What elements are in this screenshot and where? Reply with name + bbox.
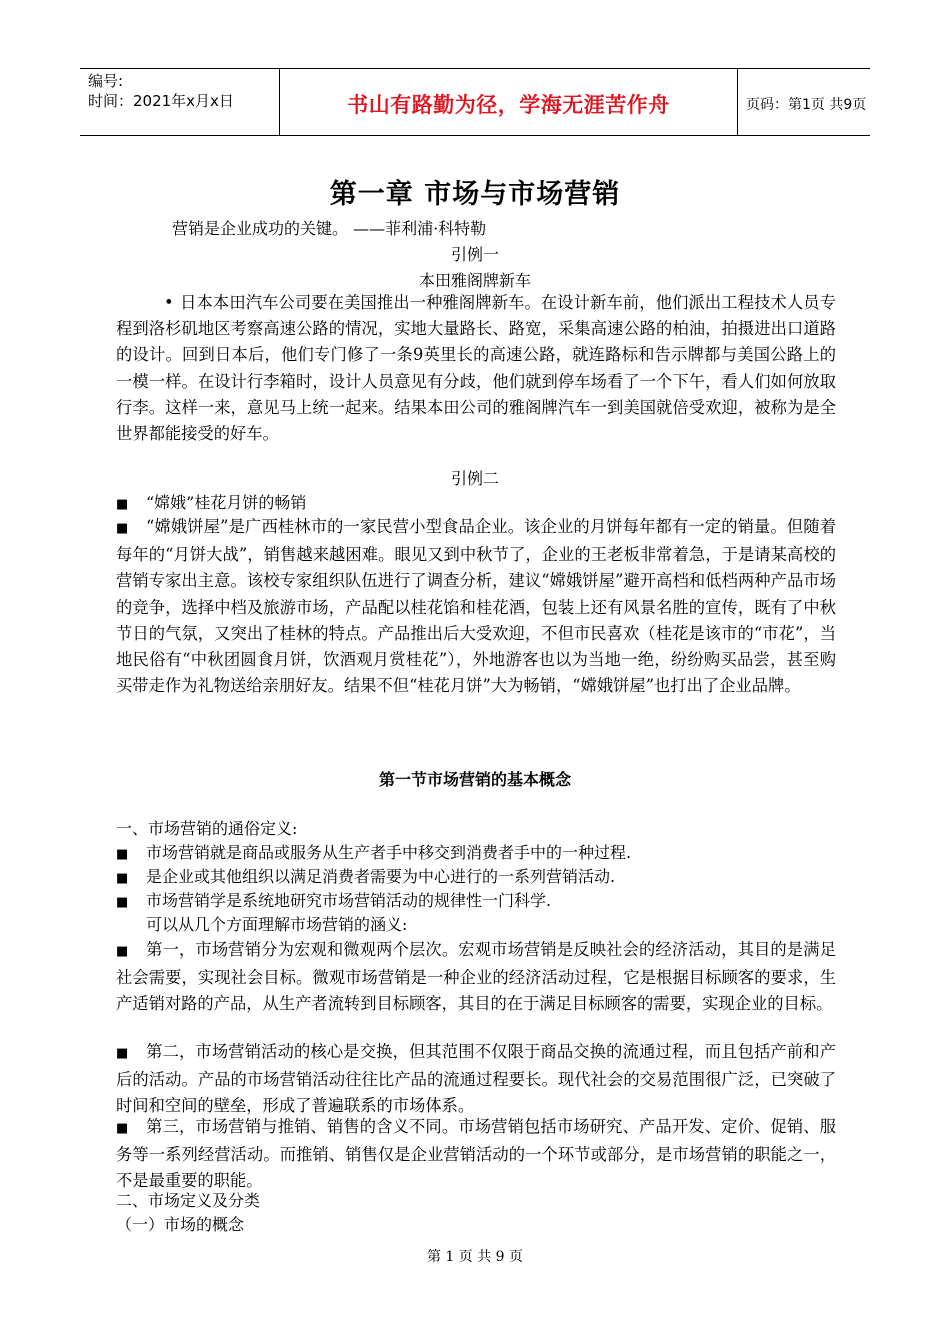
header-table — [80, 68, 870, 136]
square-bullet-icon: ■ — [116, 944, 129, 959]
page-label: 页码：第1页 共9页 — [746, 97, 867, 113]
definition-heading: 一、市场营销的通俗定义: — [116, 819, 298, 838]
square-bullet-icon: ■ — [116, 497, 129, 512]
example2-title: “嫦娥”桂花月饼的畅销 — [146, 493, 307, 512]
market-heading: 二、市场定义及分类 — [116, 1191, 261, 1210]
section-title: 第一节市场营销的基本概念 — [378, 770, 571, 789]
example1-subtitle: 本田雅阁牌新车 — [418, 271, 531, 290]
date-label: 时间：2021年x月x日 — [88, 92, 234, 110]
point3-paragraph — [116, 1114, 836, 1195]
square-bullet-icon: ■ — [116, 1046, 129, 1061]
square-bullet-icon: ■ — [116, 871, 129, 886]
quote: 营销是企业成功的关键。 ——菲利浦·科特勒 — [172, 219, 487, 238]
example1-paragraph — [116, 290, 836, 447]
bullet-dot-icon: • — [164, 293, 174, 312]
example1-body: 日本本田汽车公司要在美国推出一种雅阁牌新车。在设计新车前，他们派出工程技术人员专程到洛杉矶地区考察高速公路的情况，实地大量路长、路宽，采集高速公路的柏油，拍摄进出口道路的设计。回到日本后，他们专门修了一条9英里长的高速公路，就连路标和告示牌都与美国公路上的一模一样。在设计行李箱时，设计人员意见有分歧，他们就到停车场看了一个下午，看人们如何放取行李。这样一来，意见马上统一起来。结果本田公司的雅阁牌汽车一到美国就倍受欢迎，被称为是全世界都能接受的好车。 — [116, 293, 836, 444]
point1-paragraph — [116, 937, 836, 1018]
square-bullet-icon: ■ — [116, 895, 129, 910]
square-bullet-icon: ■ — [116, 847, 129, 862]
example2-paragraph — [116, 514, 836, 699]
header-page-cell — [738, 69, 870, 135]
point2-paragraph — [116, 1039, 836, 1120]
point3-text: 第三，市场营销与推销、销售的含义不同。市场营销包括市场研究、产品开发、定价、促销、服务等一系列经营活动。而推销、销售仅是企业营销活动的一个环节或部分，是市场营销的职能之一，不是最重要的职能。 — [116, 1117, 836, 1191]
header-left-cell — [80, 69, 280, 135]
square-bullet-icon: ■ — [116, 1121, 129, 1136]
example1-heading: 引例一 — [450, 245, 499, 264]
definition-text: 是企业或其他组织以满足消费者需要为中心进行的一系列营销活动. — [146, 867, 616, 886]
definition-text: 市场营销学是系统地研究市场营销活动的规律性一门科学. — [146, 891, 552, 910]
motto: 书山有路勤为径，学海无涯苦作舟 — [347, 92, 670, 117]
example2-heading: 引例二 — [450, 469, 499, 488]
market-subheading: （一）市场的概念 — [116, 1215, 245, 1234]
point1-text: 第一，市场营销分为宏观和微观两个层次。宏观市场营销是反映社会的经济活动，其目的是满足社会需要，实现社会目标。微观市场营销是一种企业的经济活动过程，它是根据目标顾客的要求，生产适销对路的产品，从生产者流转到目标顾客，其目的在于满足目标顾客的需要，实现企业的目标。 — [116, 940, 836, 1014]
page-footer: 第 1 页 共 9 页 — [426, 1249, 524, 1265]
definition-text: 市场营销就是商品或服务从生产者手中移交到消费者手中的一种过程. — [146, 843, 632, 862]
square-bullet-icon: ■ — [116, 521, 129, 536]
chapter-title: 第一章 市场与市场营销 — [329, 179, 621, 210]
header-motto-cell — [280, 69, 738, 135]
example2-body: “嫦娥饼屋”是广西桂林市的一家民营小型食品企业。该企业的月饼每年都有一定的销量。但随着每年的“月饼大战”，销售越来越困难。眼见又到中秋节了，企业的王老板非常着急，于是请某高校的营销专家出主意。该校专家组织队伍进行了调查分析，建议“嫦娥饼屋”避开高档和低档两种产品市场的竞争，选择中档及旅游市场，产品配以桂花馅和桂花酒，包装上还有风景名胜的宣传，既有了中秋节日的气氛，又突出了桂林的特点。产品推出后大受欢迎，不但市民喜欢（桂花是该市的“市花”，当地民俗有“中秋团圆食月饼，饮酒观月赏桂花”），外地游客也以为当地一绝，纷纷购买品尝，甚至购买带走作为礼物送给亲朋好友。结果不但“桂花月饼”大为畅销，“嫦娥饼屋”也打出了企业品牌。 — [116, 517, 836, 696]
aspects-intro: 可以从几个方面理解市场营销的涵义: — [146, 915, 408, 934]
document-number-label: 编号: — [88, 72, 124, 90]
point2-text: 第二，市场营销活动的核心是交换，但其范围不仅限于商品交换的流通过程，而且包括产前和产后的活动。产品的市场营销活动往往比产品的流通过程要长。现代社会的交易范围很广泛，已突破了时间和空间的壁垒，形成了普遍联系的市场体系。 — [116, 1042, 836, 1116]
